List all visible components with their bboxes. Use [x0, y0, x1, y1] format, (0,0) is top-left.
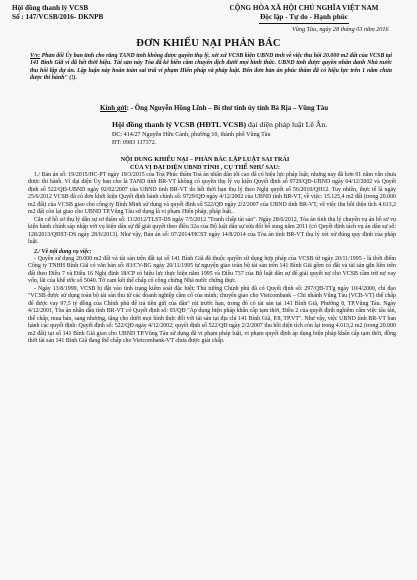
issuer-name: Hội đồng thanh lý VCSB — [12, 4, 89, 12]
sender-phone: ĐT: 0983 117372. — [112, 139, 157, 146]
section-heading — [40, 156, 370, 171]
paragraph-4: - Ngày 13/8/1999, VCSB bị đặt vào tình trạng kiểm soát đặc biệt; Thủ tướng Chính phủ đã có Quyết định số: 297/QĐ-TTg ngày 10/4/2000, chỉ đạo "VCSB được sử dụng toàn bộ tài sản thu từ các doanh nghiệp cầm cố của mình; chuyển giao cho Vietcombank – Chi nhánh Vũng Tàu (VCB-VT) thế chấp để được vay 97,5 tỷ đồng của Chính phủ để trả tiền gửi của dân" rút trước hạn, trong đó có tài sản tại 141 Bình Giã, Phường 8, TP.Vũng Tàu. Ngày 4/12/2001, Tòa án nhân dân tỉnh BR-VT có Quyết định số: 03/QĐ "Áp dụng biện pháp khẩn cấp tạm thời, Điều 2 của quyết định nghiêm cấm việc tẩu tán, thế chấp, mua bán, sang nhượng, tặng cho dưới mọi hình thức đối với tài sản tại địa chỉ 141 Bình Giã, P.8, TP.VT". Như vậy, việc UBND tỉnh BR-VT ban hành các quyết định: Quyết định số: 522/QĐ ngày 4/12/2002; quyết định số 522/QĐ ngày 2/2/2007 thu hồi diện tích còn lại trong 4.613,2 m2 (trong 20.000 m2 đất) tại số 141 Bình Giã giao cho UBND TP.Vũng Tàu sử dụng đã vi phạm pháp luật, vi phạm quyết định áp dụng biện pháp khẩn cấp tạm thời, đồng thời tài sản 141 Bình Giã đang thế chấp cho Vietcombank-VT chưa được giải chấp. — [28, 285, 396, 344]
sender-org: Hội đồng thanh lý VCSB (HĐTL VCSB) — [112, 120, 247, 129]
paragraph-1: 1./ Bản án số: 19/2015/HC-PT ngày 19/3/2015 của Toà Phúc thẩm Toà án nhân dân tối cao đã có hiệu lực pháp luật, nhưng nay đã hơn 01 năm vẫn chưa được thi hành. Vì đại diện Ủy ban cho là TAND tỉnh BR-VT không có quyền thụ lý vụ kiện Quyết định số 9729/QĐ-UBND ngày 04/12/2002 và Quyết định số 522/QĐ-UBND ngày 02/02/2007 của UBND tỉnh BR-VT do hết thời hạn thụ lý theo Nghị quyết số 56/2010/QH12. Tuy nhiên, thực tế là ngày 25/6/2012 VCSB đã có đơn khởi kiện Quyết định hành chính số: 9729/QĐ ngày 4/12/2002 của UBND tỉnh BR-VT, về việc: 15.125,4 m2 đất (trong 20.000 m2 đất) của VCSB giao cho công ty Bình Minh sử dụng và quyết định số 522/QĐ ngày 2/2/2007 của UBND tỉnh BR-VT, về việc thu hồi diện tích 4.613,2 m2 đất còn lại giao cho UBND TP.Vũng Tàu sử dụng là vi phạm Hiến pháp, pháp luật.. — [28, 172, 396, 216]
national-motto: Độc lập - Tự do - Hạnh phúc — [260, 13, 348, 21]
sender-contact — [112, 132, 412, 147]
document-number: Số : 147/VCSB/2016- DKNPB — [12, 13, 104, 21]
recipient-label: Kính gửi — [100, 104, 127, 112]
issuer-header — [12, 4, 162, 22]
subheading-content: 2./ Về nội dung vụ việc: — [34, 248, 92, 255]
sender-address: ĐC: 414/27 Nguyễn Hữu Cảnh, phường 10, thành phố Vũng Tàu — [112, 132, 271, 138]
nation-name: CỘNG HÒA XÃ HỘI CHỦ NGHĨA VIỆT NAM — [229, 4, 379, 12]
section-heading-line2: CỦA VỊ ĐẠI DIỆN UBND TỈNH , CỤ THỂ NHƯ SAU: — [129, 163, 281, 171]
subject-block — [30, 53, 392, 83]
paragraph-3: - Quyền sử dụng 20.000 m2 đất và tài sản trên đất tại số 141 Bình Giã đã thuộc quyền sử dụng hợp pháp của VCSB từ ngày 20/11/1995 - là thời điểm Công ty TNHH Bình Giã có văn bản số: 83/CV-BG ngày 20/11/1995 tự nguyện giao toàn bộ tài sản trên 141 Bình Giã gồm có đất và tài sản gắn liền trên đất theo Điều 7 và Điều 16 Nghị định 18/CP có hiệu lực thực hiện năm 1995 và Điều 737 của Bộ luật dân sự để giải quyết nợ cho VCSB cầm trừ nợ vay vốn, lãi của khế ước số 5040. Tờ cam kết thế chấp có công chứng Nhà nước chứng thực. — [28, 255, 396, 285]
recipient-text: : - Ông Nguyễn Hồng Lĩnh – Bí thư tỉnh ủy tỉnh Bà Rịa – Vũng Tàu — [126, 104, 329, 112]
sender-name — [112, 120, 412, 130]
document-body — [28, 172, 396, 345]
paragraph-2: Căn cứ hồ sơ thụ lý dân sự sơ thẩm số: 11/2012/TLST-DS ngày 7/5/2012 "Tranh chấp tài sản". Ngày 28/6/2012, Tòa án tỉnh thụ lý chuyển vụ án hồ sơ vụ kiện hành chính sáp nhập với vụ kiện dân sự để giải quyết theo điều 32a của Bộ luật dân sự sửa đổi bổ sung năm 2011 (có Quyết định tách vụ án dân sự số: 128/2013/QĐST-DS ngày 28/6/2013). Như vậy, Bản án số: 07/2014/HCST ngày 14/8/2014 của Tòa án tỉnh BR-VT thụ lý xét xử đúng quy định của pháp luật. — [28, 216, 396, 246]
sender-representative: đại diện pháp luật Lê Ân. — [246, 120, 328, 129]
subject-text: Phản đối Ủy ban tỉnh cho rằng TAND tỉnh không được quyền thụ lý, xét xử VCSB kiện UBND tỉnh về việc thu hồi 20.000 m2 đất của VCSB tại 141 Bình Giã vì đã hết thời hiệu. Tài sản này Tòa đã kê biên cầm chuyển dịch dưới mọi hình thức. UBND tỉnh được quyền nhân danh Nhà nước thu hồi lập dự án. Lập luận này hoàn toàn sai trái vi phạm Hiến pháp và pháp luật. Đến đơn bản án phúc thẩm đã có hiệu lực trên 1 năm chưa được thi hành" (!). — [30, 53, 392, 82]
motto-underline — [259, 23, 349, 24]
recipient-line — [100, 104, 410, 112]
subject-label: V/v: — [30, 53, 41, 59]
document-title: ĐƠN KHIẾU NẠI PHẢN BÁC — [136, 38, 281, 49]
section-heading-line1: NỘI DUNG KHIẾU NẠI – PHẢN BÁC LẬP LUẬT SAI TRÁI — [120, 156, 290, 163]
document-date: Vũng Tàu, ngày 28 tháng 03 năm 2016 — [292, 26, 389, 33]
national-header — [196, 4, 412, 24]
